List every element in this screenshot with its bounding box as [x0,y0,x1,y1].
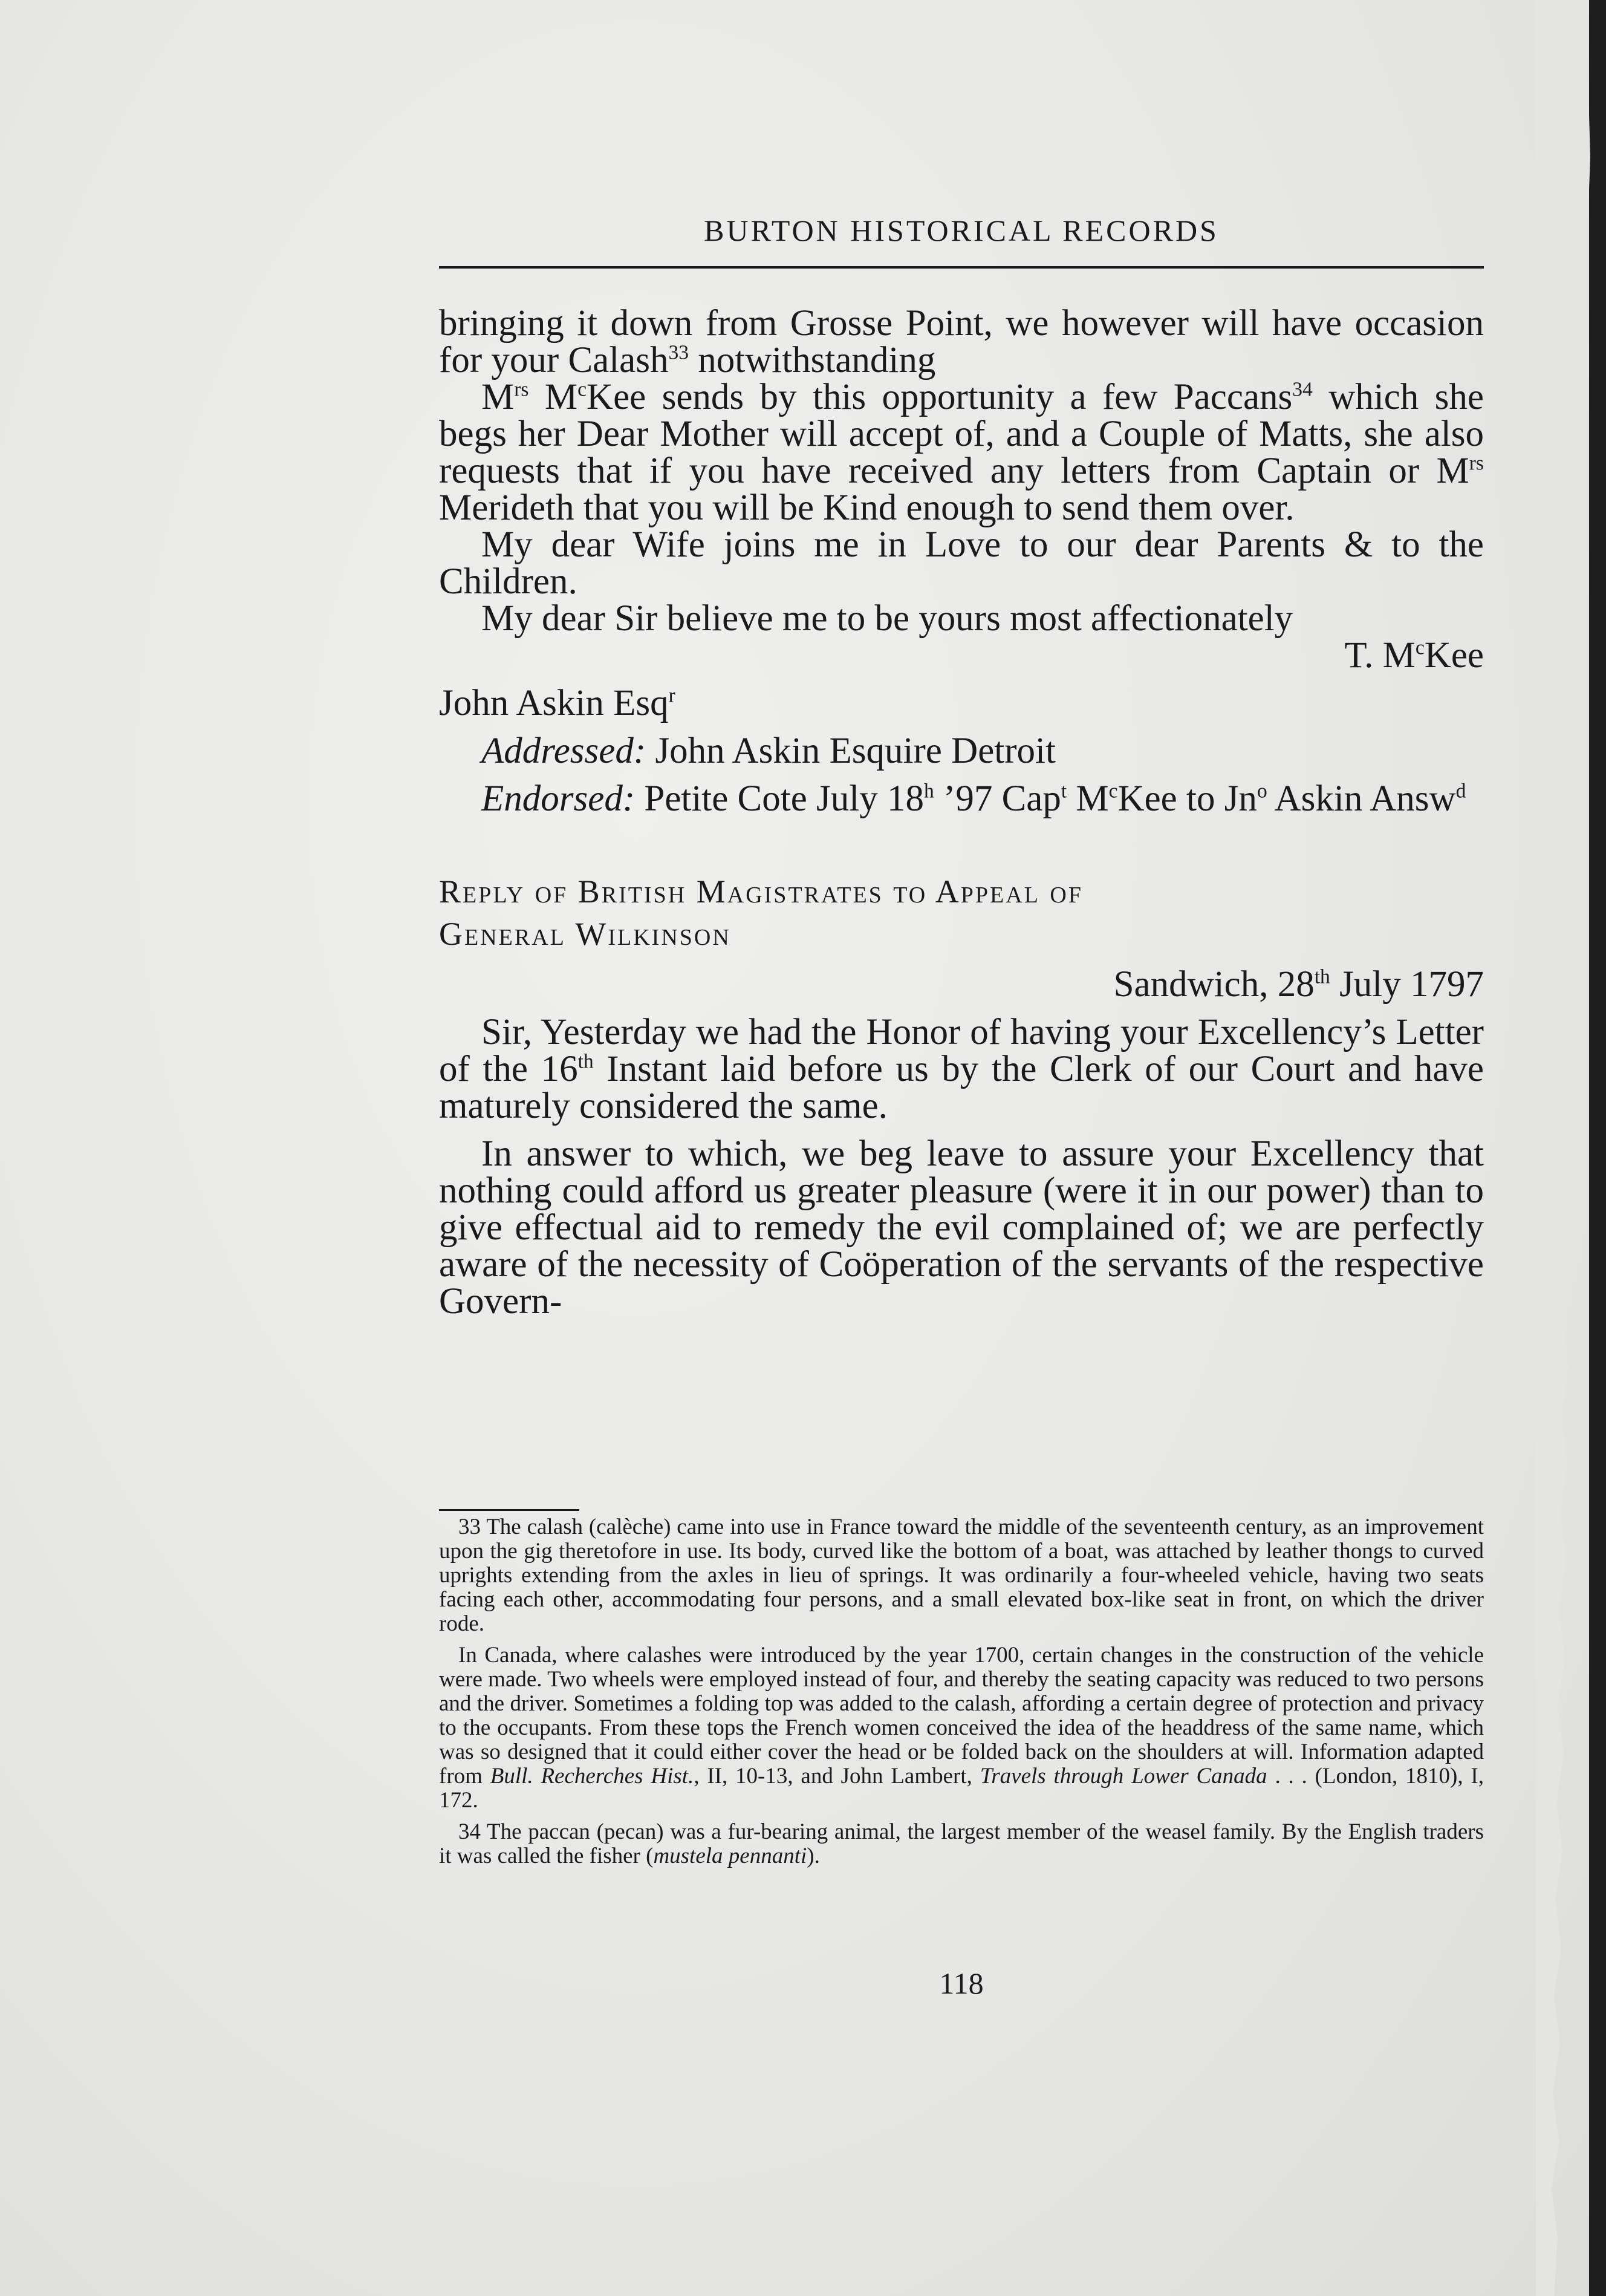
footnote-ref-33: 33 [668,341,689,364]
dateline: Sandwich, 28th July 1797 [1113,964,1484,1005]
page-number: 118 [939,1966,984,2000]
footnote-34: 34 The paccan (pecan) was a fur-bearing animal, the largest member of the weasel family. By the English traders it was called the fisher (mustela pennanti). [439,1819,1484,1868]
section-title-line-2: General Wilkinson [439,916,731,952]
recipient: John Askin Esq$^r$ [439,683,675,723]
letter1-closing: My dear Sir believe me to be yours most affectionately [481,598,1293,639]
addressed-line: Addressed: John Askin Esquire Detroit [481,731,1056,771]
footnote-33: 33 The calash (calèche) came into use in France toward the middle of the seventeenth century, as an improvement upon the gig theretofore in use. Its body, curved like the bottom of a boat, was attached by leather thongs to curved uprights extending from the axles in lieu of springs. It was ordinarily a four-wheeled vehicle, having two seats facing each other, accommodating four persons, and a small elevated box-like seat in front, on which the driver rode. [439,1515,1484,1636]
signature: T. $M^cKee$ [1344,635,1484,676]
footnote-33-continued: In Canada, where calashes were introduced by the year 1700, certain changes in the construction of the vehicle were made. Two wheels were employed instead of four, and thereby the seating capacity was reduced to two persons and the driver. Sometimes a folding top was added to the calash, affording a certain degree of protection and privacy to the occupants. From these tops the French women conceived the idea of the headdress of the same name, which was so designed that it could either cover the head or be folded back on the shoulders at will. Information adapted from Bull. Recherches Hist., II, 10-13, and John Lambert, Travels through Lower Canada . . . (London, 1810), I, 172. [439,1643,1484,1813]
letter1-paragraph-2: $M^{rs}$ $M^cKee$ sends by this opportunity a few Paccans$^{34}$ which she begs her Dear Mother will accept of, and a Couple of Matts, she also requests that if you have received any letters from Captain or $M^{rs}$ Merideth that you will be Kind enough to send them over. [439,377,1484,528]
torn-edge [1536,0,1606,2296]
main-text [439,305,1484,1320]
letter1-paragraph-1: bringing it down from Grosse Point, we however will have occasion for your Calash$^{33}$ notwithstanding [439,303,1484,380]
footnote-rule [439,1509,579,1511]
section-title-line-1: Reply of British Magistrates to Appeal of [439,873,1083,910]
header-rule [439,266,1484,269]
endorsed-line: Endorsed: Petite Cote July 18$^h$ ’97 Cap$^t$ $M^cKee$ to Jn$^o$ Askin Answ$^d$ [481,778,1466,819]
footnotes [439,1515,1484,1868]
running-head: BURTON HISTORICAL RECORDS [704,214,1219,247]
letter2-paragraph-2: In answer to which, we beg leave to assure your Excellency that nothing could afford us greater pleasure (were it in our power) than to give effectual aid to remedy the evil complained of; we are perfectly aware of the necessity of Coöperation of the servants of the respective Govern- [439,1133,1484,1322]
letter1-paragraph-3: My dear Wife joins me in Love to our dear Parents & to the Children. [439,524,1484,602]
letter2-paragraph-1: Sir, Yesterday we had the Honor of having your Excellency’s Letter of the 16th Instant laid before us by the Clerk of our Court and have maturely considered the same. [439,1012,1484,1126]
footnote-ref-34: 34 [1292,378,1313,401]
